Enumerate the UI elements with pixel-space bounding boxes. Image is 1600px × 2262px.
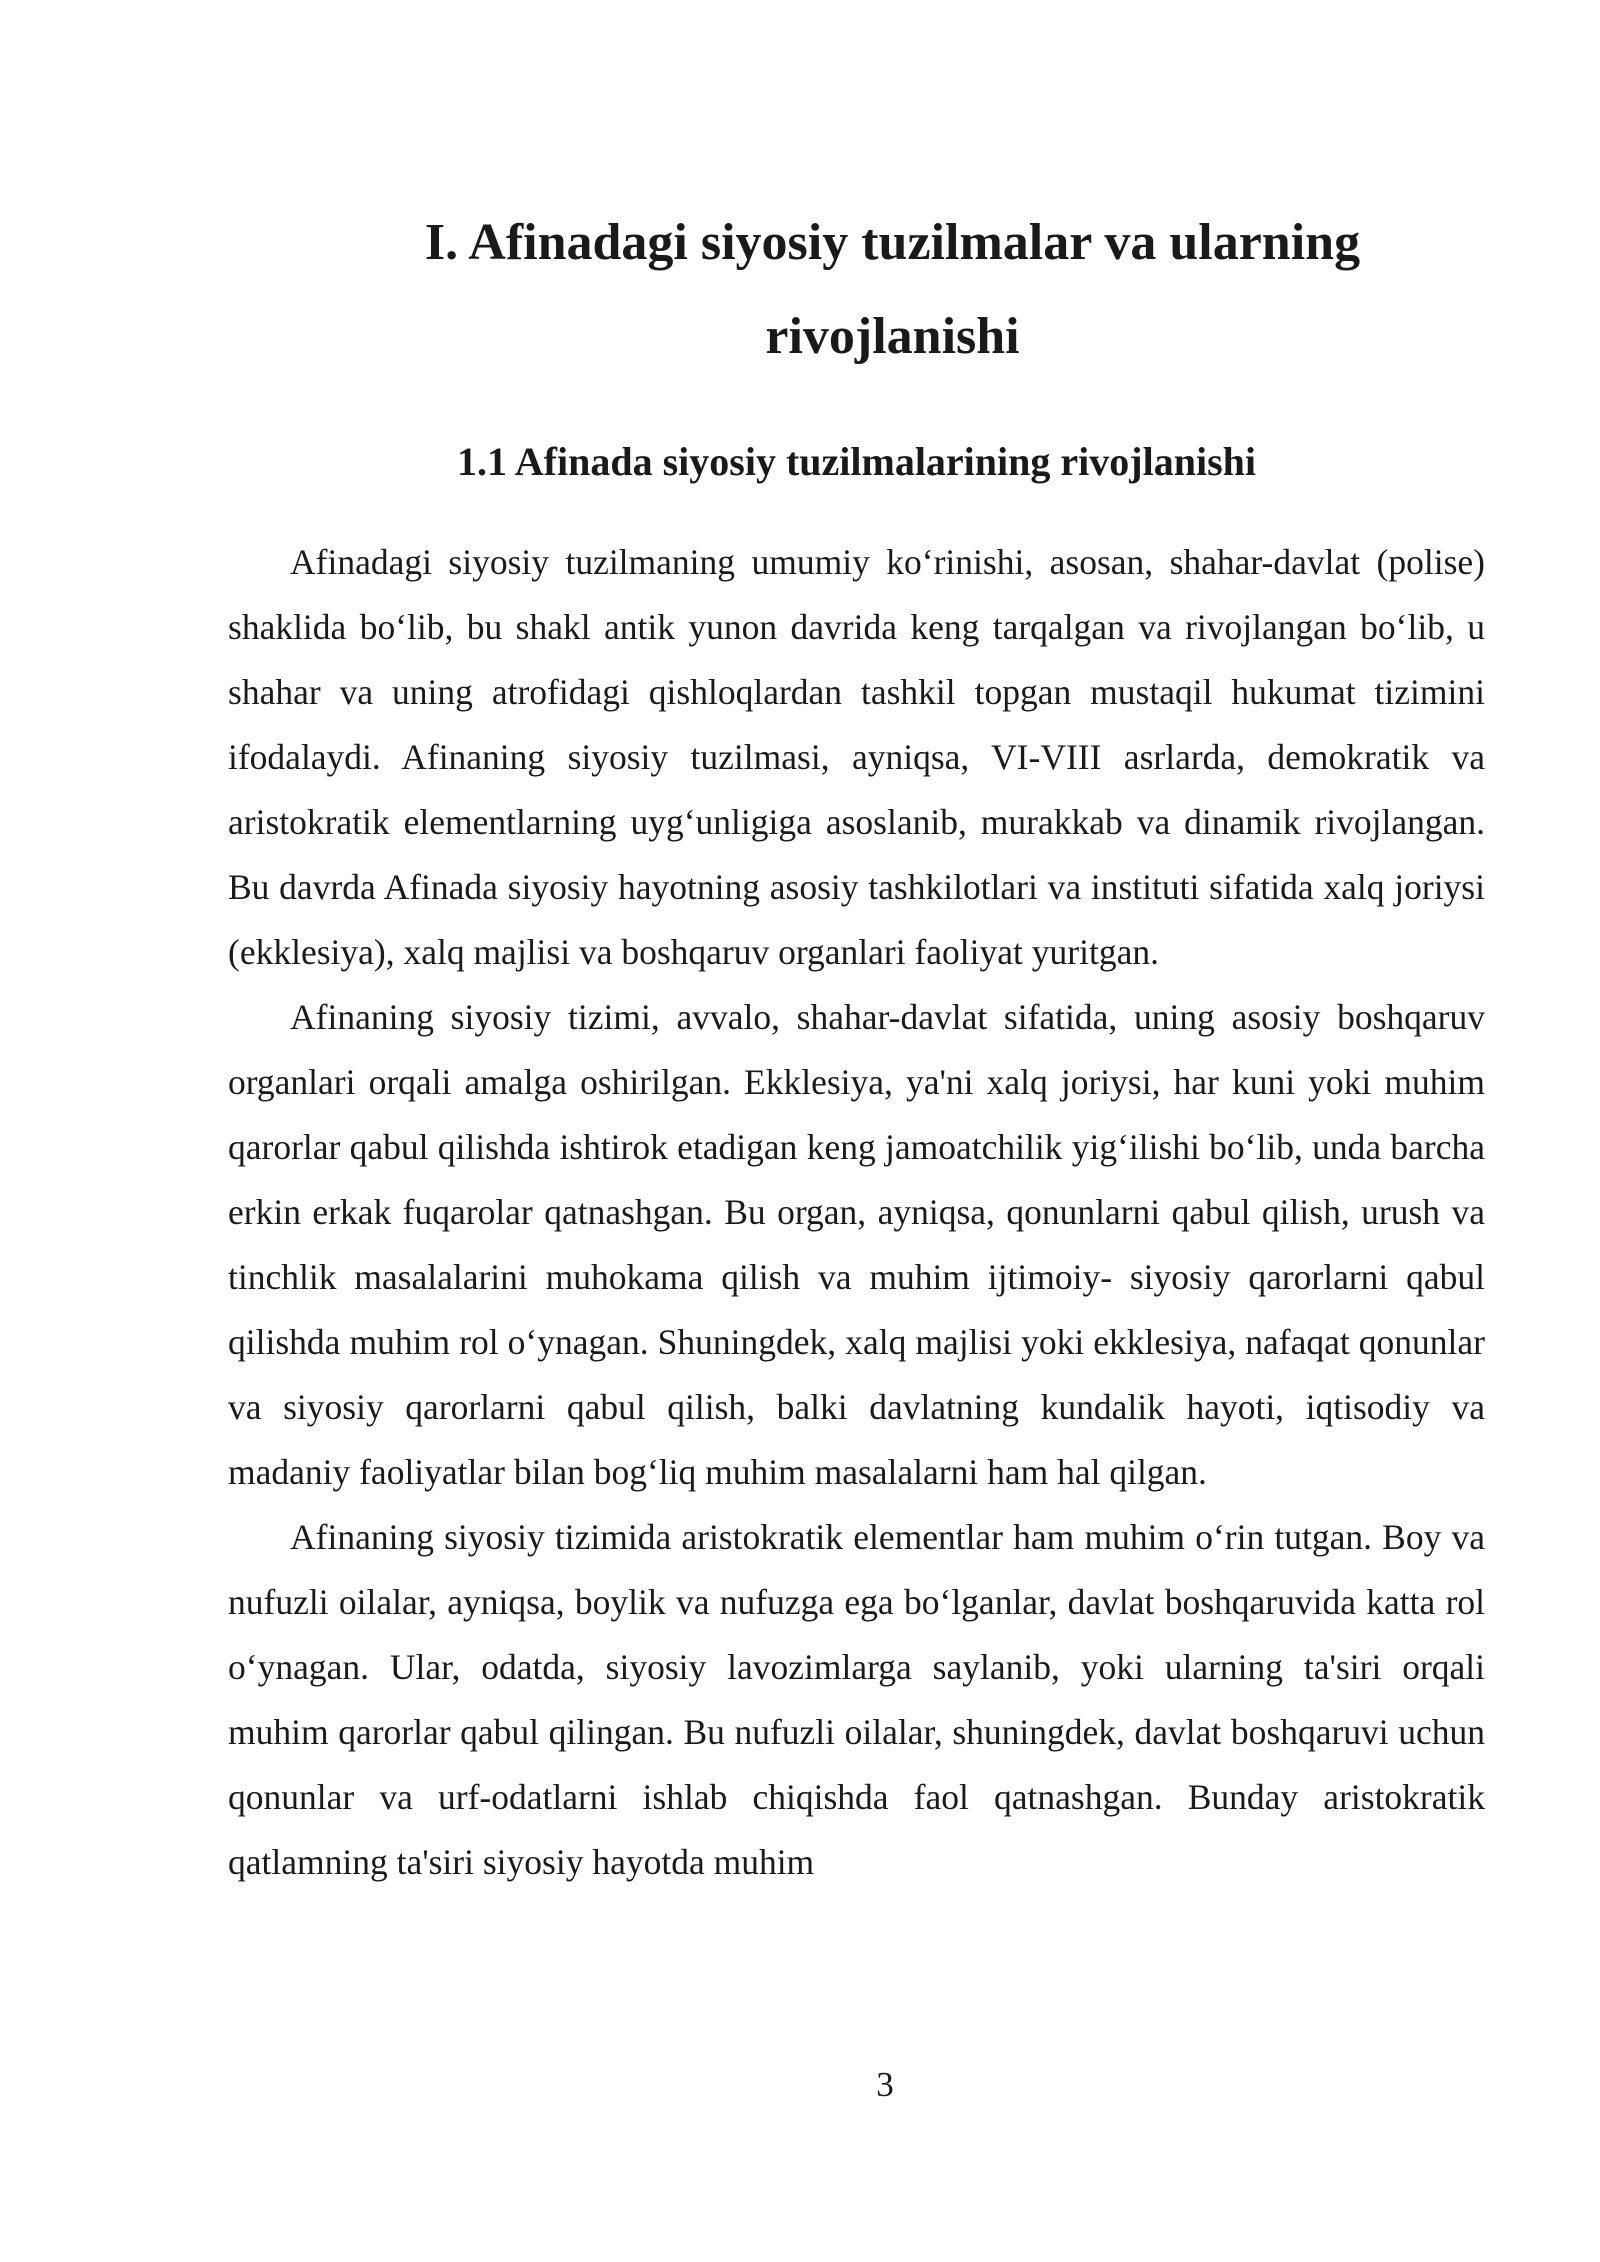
paragraph: Afinaning siyosiy tizimi, avvalo, shahar-davlat sifatida, uning asosiy boshqaruv organlari orqali amalga oshirilgan. Ekklesiya, ya'ni xalq joriysi, har kuni yoki muhim qarorlar qabul qilishda ishtirok etadigan keng jamoatchilik yig‘ilishi bo‘lib, unda barcha erkin erkak fuqarolar qatnashgan. Bu organ, ayniqsa, qonunlarni qabul qilish, urush va tinchlik masalalarini muhokama qilish va muhim ijtimoiy- siyosiy qarorlarni qabul qilishda muhim rol o‘ynagan. Shuningdek, xalq majlisi yoki ekklesiya, nafaqat qonunlar va siyosiy qarorlarni qabul qilish, balki davlatning kundalik hayoti, iqtisodiy va madaniy faoliyatlar bilan bog‘liq muhim masalalarni ham hal qilgan. — [228, 997, 1485, 1492]
page-number: 3 — [876, 2065, 894, 2104]
paragraph: Afinaning siyosiy tizimida aristokratik elementlar ham muhim o‘rin tutgan. Boy va nufuzli oilalar, ayniqsa, boylik va nufuzga ega bo‘lganlar, davlat boshqaruvida katta rol o‘ynagan. Ular, odatda, siyosiy lavozimlarga saylanib, yoki ularning ta'siri orqali muhim qarorlar qabul qilingan. Bu nufuzli oilalar, shuningdek, davlat boshqaruvi uchun qonunlar va urf-odatlarni ishlab chiqishda faol qatnashgan. Bunday aristokratik qatlamning ta'siri siyosiy hayotda muhim — [228, 1517, 1485, 1882]
section-title: 1.1 Afinada siyosiy tuzilmalarining rivojlanishi — [456, 439, 1256, 484]
body-text — [228, 530, 1485, 1895]
chapter-title: I. Afinadagi siyosiy tuzilmalar va ularning rivojlanishi — [424, 214, 1361, 365]
paragraph: Afinadagi siyosiy tuzilmaning umumiy ko‘rinishi, asosan, shahar-davlat (polise) shaklida bo‘lib, bu shakl antik yunon davrida keng tarqalgan va rivojlangan bo‘lib, u shahar va uning atrofidagi qishloqlardan tashkil topgan mustaqil hukumat tizimini ifodalaydi. Afinaning siyosiy tuzilmasi, ayniqsa, VI-VIII asrlarda, demokratik va aristokratik elementlarning uyg‘unligiga asoslanib, murakkab va dinamik rivojlangan. Bu davrda Afinada siyosiy hayotning asosiy tashkilotlari va instituti sifatida xalq joriysi (ekklesiya), xalq majlisi va boshqaruv organlari faoliyat yuritgan. — [228, 542, 1485, 972]
